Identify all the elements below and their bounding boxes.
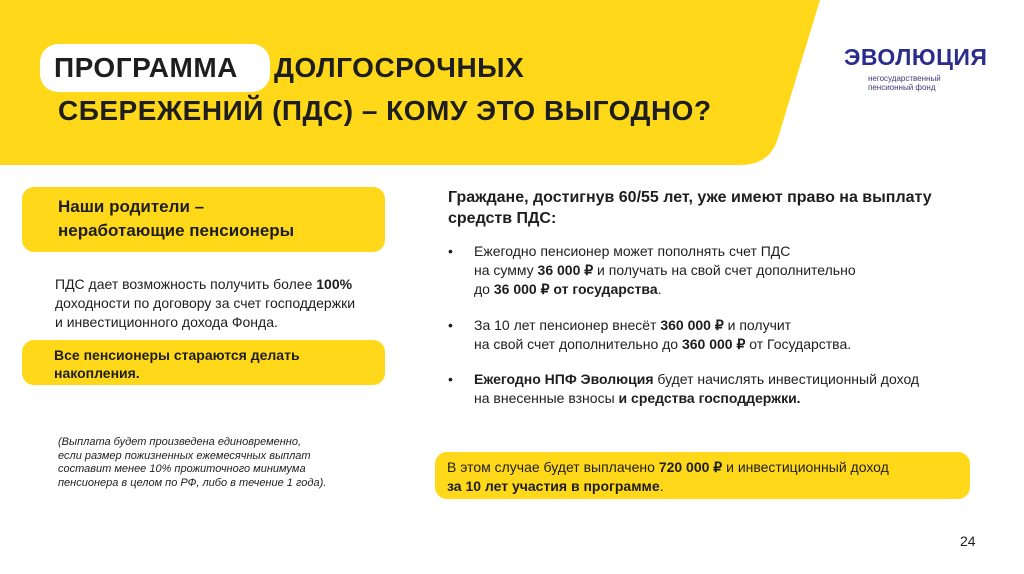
page-title-line2: СБЕРЕЖЕНИЙ (ПДС) – КОМУ ЭТО ВЫГОДНО?: [58, 95, 712, 126]
summary-callout: В этом случае будет выплачено 720 000 ₽ и инвестиционный доход за 10 лет участия в программе.: [435, 452, 970, 499]
benefit-paragraph: ПДС дает возможность получить более 100% доходности по договору за счет господдержки и инвестиционного дохода Фонда.: [55, 276, 356, 330]
savings-highlight: Все пенсионеры стараются делать накопления.: [22, 340, 385, 385]
logo-subtitle: негосударственный пенсионный фонд: [868, 74, 941, 92]
callout-line: неработающие пенсионеры: [58, 221, 295, 240]
bullet-icon: •: [448, 243, 453, 259]
eligibility-heading: Граждане, достигнув 60/55 лет, уже имеют право на выплату средств ПДС:: [448, 189, 932, 227]
evolution-logo: [844, 44, 994, 96]
bullet-icon: •: [448, 317, 453, 333]
parents-callout: [22, 187, 385, 252]
payout-footnote: (Выплата будет произведена единовременно, если размер пожизненных ежемесячных выплат составит менее 10% прожиточного минимума пенсионера в целом по РФ, либо в течение 1 года).: [58, 436, 327, 489]
page-title-word1: ПРОГРАММА: [54, 52, 238, 83]
page-title-word2: ДОЛГОСРОЧНЫХ: [274, 52, 525, 83]
callout-line: Наши родители –: [58, 197, 205, 216]
page-number: 24: [960, 533, 976, 549]
bullet-icon: •: [448, 371, 453, 387]
logo-wordmark: ЭВОЛЮЦИЯ: [844, 44, 988, 70]
